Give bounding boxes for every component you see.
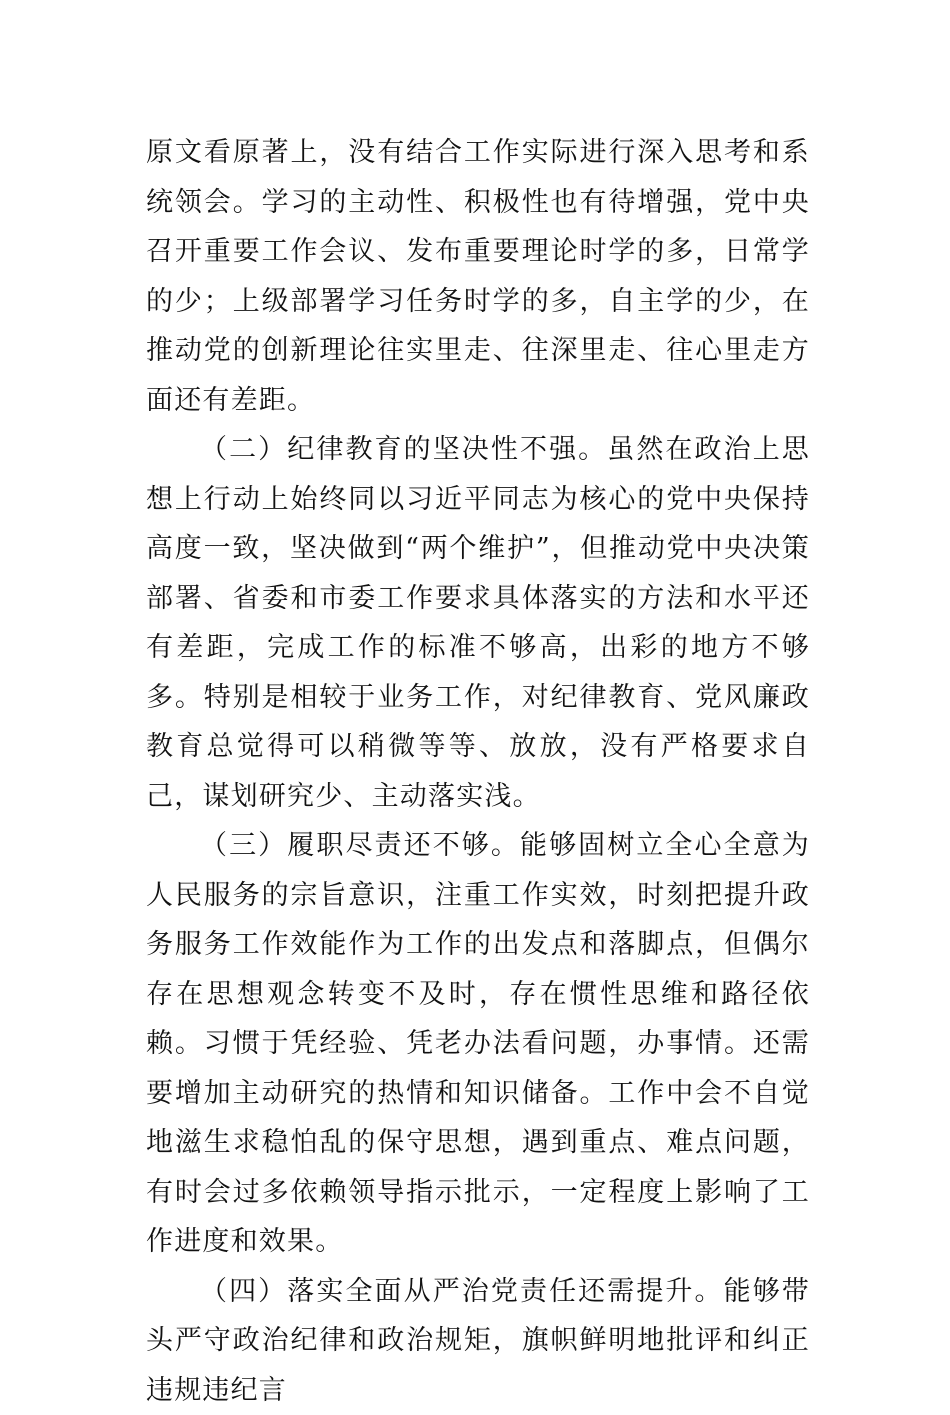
document-body — [146, 128, 810, 1415]
paragraph-section-3: （三）履职尽责还不够。能够固树立全心全意为人民服务的宗旨意识，注重工作实效，时刻把提升政务服务工作效能作为工作的出发点和落脚点，但偶尔存在思想观念转变不及时，存在惯性思维和路径依赖。习惯于凭经验、凭老办法看问题，办事情。还需要增加主动研究的热情和知识储备。工作中会不自觉地滋生求稳怕乱的保守思想，遇到重点、难点问题，有时会过多依赖领导指示批示，一定程度上影响了工作进度和效果。 — [146, 821, 810, 1267]
paragraph-section-2: （二）纪律教育的坚决性不强。虽然在政治上思想上行动上始终同以习近平同志为核心的党中央保持高度一致，坚决做到“两个维护”，但推动党中央决策部署、省委和市委工作要求具体落实的方法和水平还有差距，完成工作的标准不够高，出彩的地方不够多。特别是相较于业务工作，对纪律教育、党风廉政教育总觉得可以稍微等等、放放，没有严格要求自己，谋划研究少、主动落实浅。 — [146, 425, 810, 821]
paragraph-continuation: 原文看原著上，没有结合工作实际进行深入思考和系统领会。学习的主动性、积极性也有待增强，党中央召开重要工作会议、发布重要理论时学的多，日常学的少；上级部署学习任务时学的多，自主学的少，在推动党的创新理论往实里走、往深里走、往心里走方面还有差距。 — [146, 128, 810, 425]
paragraph-section-4: （四）落实全面从严治党责任还需提升。能够带头严守政治纪律和政治规矩，旗帜鲜明地批评和纠正违规违纪言 — [146, 1267, 810, 1415]
